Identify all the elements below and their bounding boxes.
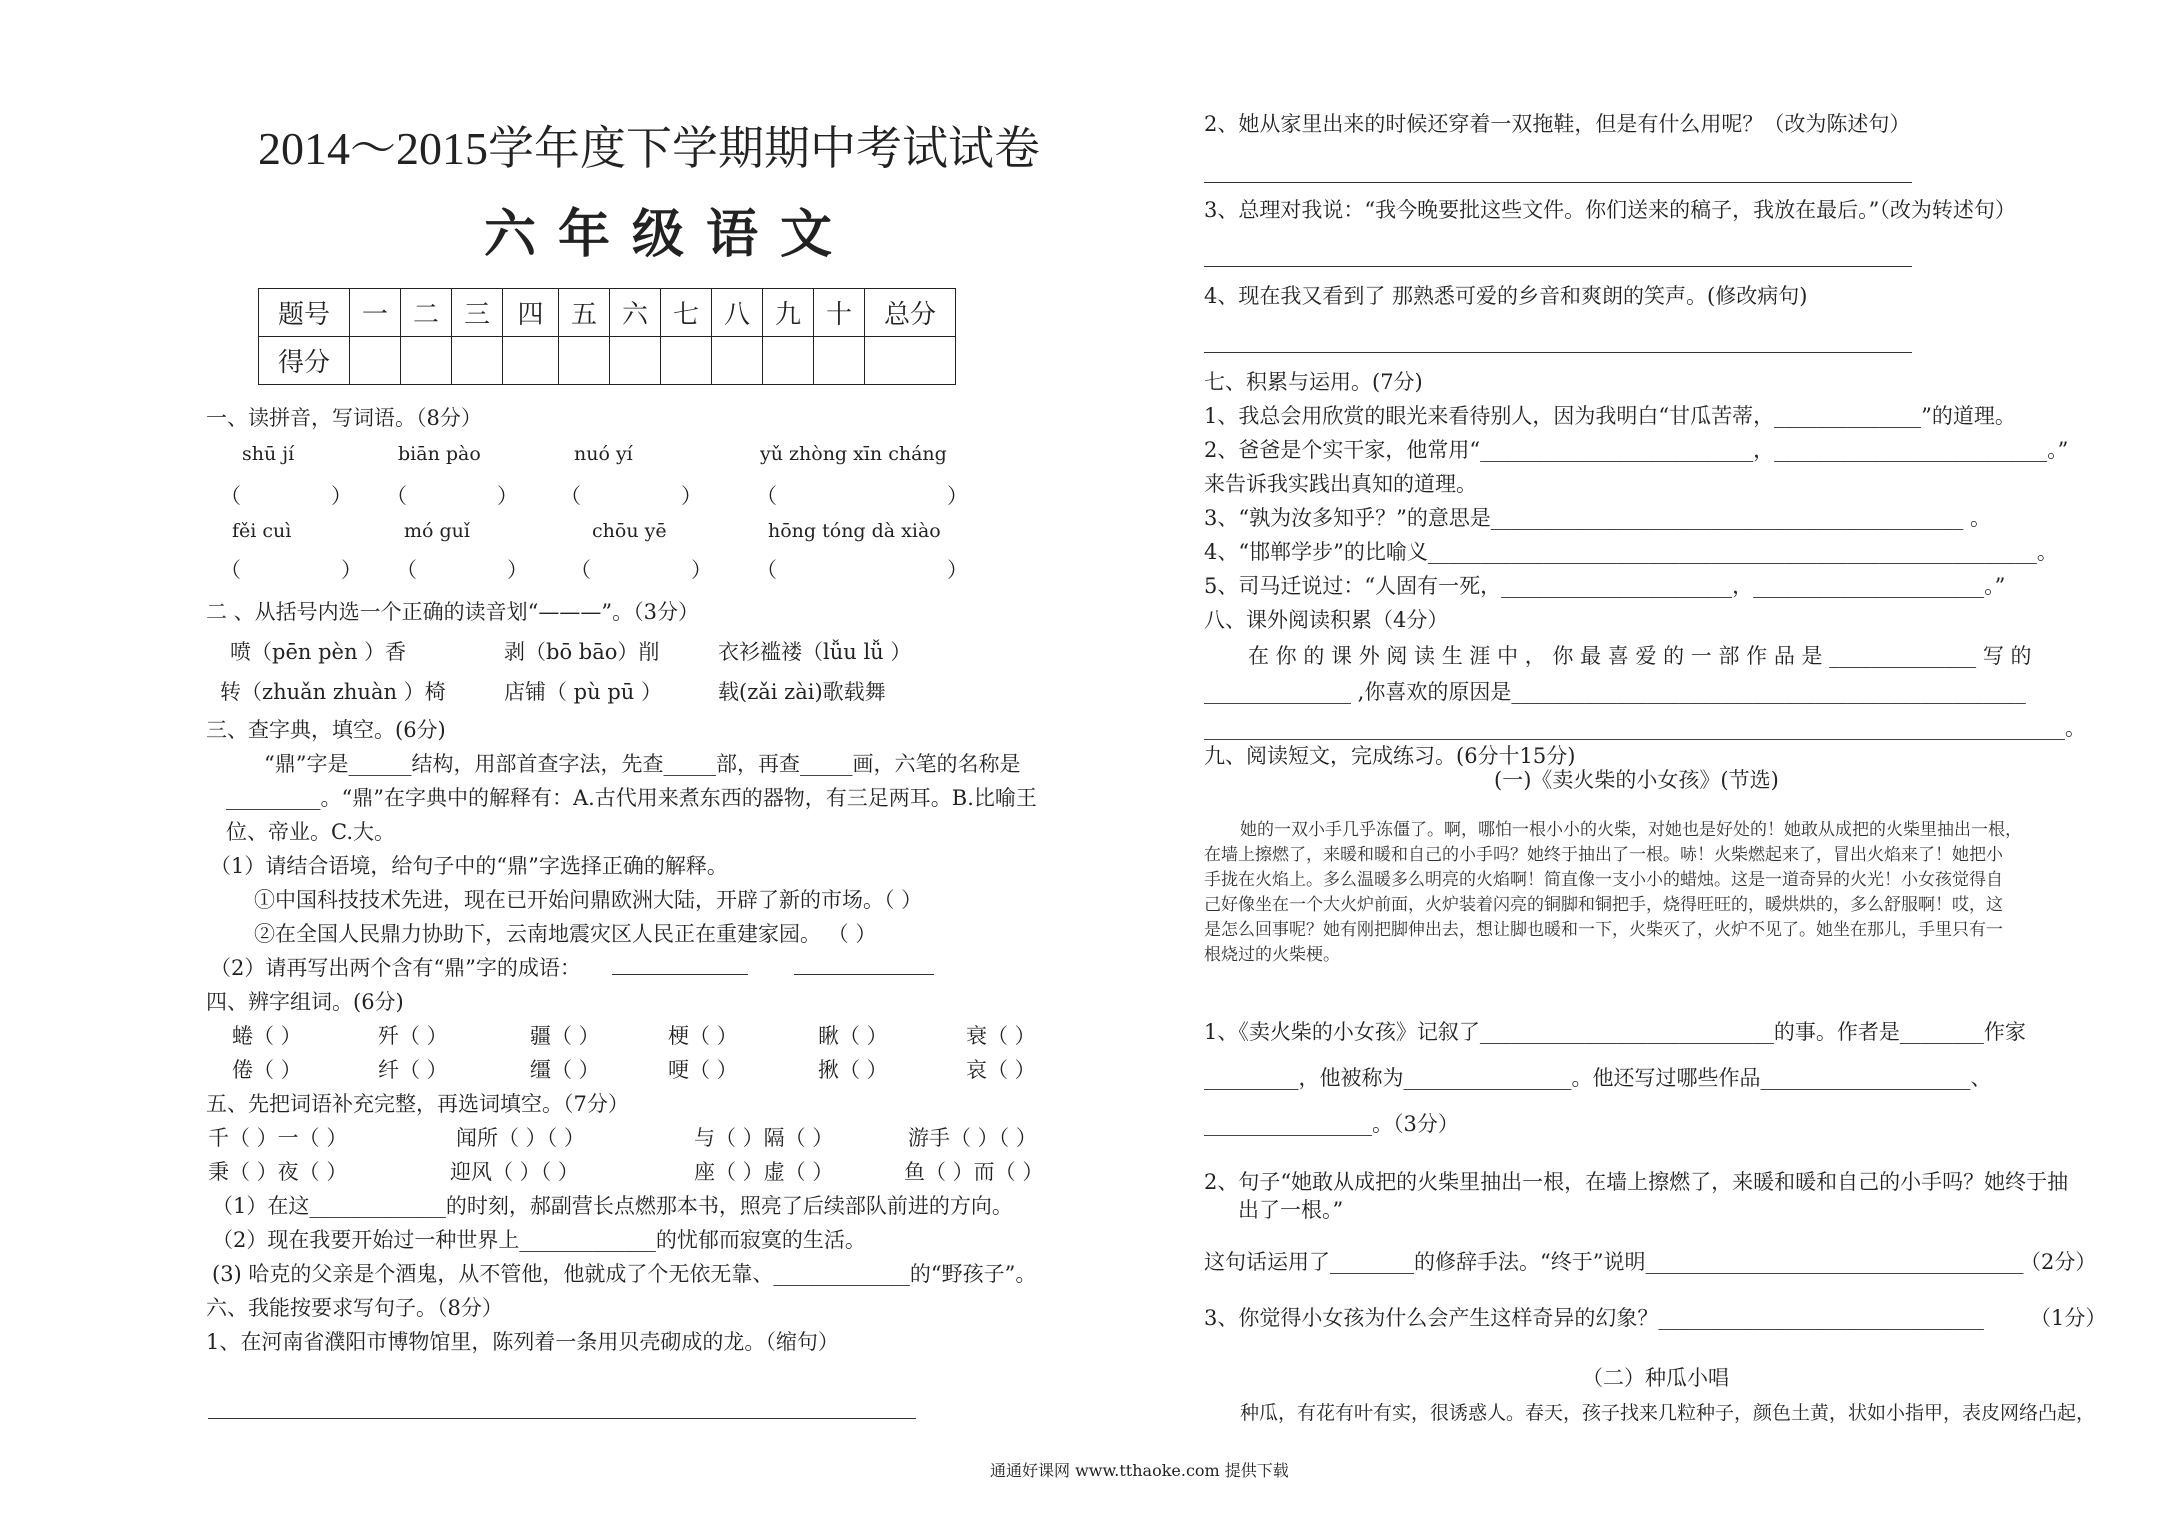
reading-question: 出了一根。” xyxy=(1238,1198,1344,1222)
score-input-cell[interactable] xyxy=(503,337,559,385)
word-group[interactable]: 哀（ ） xyxy=(966,1058,1036,1082)
reading-1-title: (一)《卖火柴的小女孩》(节选) xyxy=(1494,768,1779,792)
section-7-question[interactable]: 3、“孰为汝多知乎？”的意思是_____________________________________________ 。 xyxy=(1204,506,1992,530)
word-group[interactable]: 衰（ ） xyxy=(966,1024,1036,1048)
answer-paren[interactable] xyxy=(220,554,362,584)
score-input-cell[interactable] xyxy=(452,337,503,385)
reading-question[interactable]: _________，他被称为________________。他还写过哪些作品____________________、 xyxy=(1204,1066,1992,1090)
section-8-text[interactable]: 在 你 的 课 外 阅 读 生 涯 中 ， 你 最 喜 爱 的 一 部 作 品 是 ______________ 写 的 xyxy=(1248,644,2032,668)
word-group[interactable]: 倦（ ） xyxy=(232,1058,302,1082)
score-input-cell[interactable] xyxy=(350,337,401,385)
pinyin: fěi cuì xyxy=(232,520,292,542)
section-3-text: “鼎”字是______结构，用部首查字法，先查_____部，再查_____画，六笔的名称是 xyxy=(264,752,1021,776)
reading-choice[interactable]: 店铺（ pù pū ） xyxy=(504,680,662,704)
reading-question: 2、句子“她敢从成把的火柴里抽出一根，在墙上擦燃了，来暖和暖和自己的小手吗？她终于抽 xyxy=(1204,1170,2069,1194)
score-cell: 八 xyxy=(712,289,763,337)
score-input-cell[interactable] xyxy=(559,337,610,385)
section-6-question: 4、现在我又看到了 那熟悉可爱的乡音和爽朗的笑声。(修改病句) xyxy=(1204,284,1808,308)
score-cell: 总分 xyxy=(865,289,956,337)
score-cell: 四 xyxy=(503,289,559,337)
score-input-cell[interactable] xyxy=(610,337,661,385)
section-7-question[interactable]: 5、司马迁说过：“人固有一死，______________________，______________________。” xyxy=(1204,574,2006,598)
score-cell: 五 xyxy=(559,289,610,337)
reading-passage-line: 是怎么回事呢？她有刚把脚伸出去，想让脚也暖和一下，火柴灭了，火炉不见了。她坐在那儿，手里只有一 xyxy=(1204,920,2003,940)
word-group[interactable]: 蜷（ ） xyxy=(232,1024,302,1048)
idiom-blank[interactable]: 闻所（ ）（ ） xyxy=(456,1126,585,1150)
section-8-text[interactable]: __________________________________________________________________________________。 xyxy=(1204,716,2086,740)
score-cell: 得分 xyxy=(259,337,350,385)
paren-open: （ xyxy=(756,558,777,582)
section-5-question[interactable]: （2）现在我要开始过一种世界上_____________的忧郁而寂寞的生活。 xyxy=(212,1228,866,1252)
reading-2-title: （二）种瓜小唱 xyxy=(1582,1366,1729,1390)
reading-2-text: 种瓜，有花有叶有实，很诱惑人。春天，孩子找来几粒种子，颜色土黄，状如小指甲，表皮网络凸起， xyxy=(1240,1402,2096,1424)
score-input-cell[interactable] xyxy=(661,337,712,385)
idiom-blank[interactable]: 千（ ）一（ ） xyxy=(208,1126,348,1150)
pinyin: mó guǐ xyxy=(404,520,470,542)
answer-line[interactable] xyxy=(1204,266,1912,267)
answer-paren[interactable] xyxy=(386,480,518,510)
section-6-title: 六、我能按要求写句子。（8分） xyxy=(206,1296,503,1320)
exam-subtitle: 六年级语文 xyxy=(484,204,855,265)
score-cell: 二 xyxy=(401,289,452,337)
exam-title: 2014～2015学年度下学期期中考试试卷 xyxy=(258,123,1040,174)
paren-close: ） xyxy=(341,558,362,582)
section-7-title: 七、积累与运用。(7分) xyxy=(1204,370,1423,394)
word-group[interactable]: 歼（ ） xyxy=(378,1024,448,1048)
paren-open: （ xyxy=(220,484,241,508)
word-group[interactable]: 纤（ ） xyxy=(378,1058,448,1082)
paren-close: ） xyxy=(947,558,968,582)
score-cell: 十 xyxy=(814,289,865,337)
score-cell: 九 xyxy=(763,289,814,337)
answer-line[interactable] xyxy=(612,974,748,975)
section-5-question[interactable]: （1）在这_____________的时刻，郝副营长点燃那本书，照亮了后续部队前进的方向。 xyxy=(212,1194,1013,1218)
paren-close: ） xyxy=(691,558,712,582)
section-7-question[interactable]: 1、我总会用欣赏的眼光来看待别人，因为我明白“甘瓜苦蒂，______________”的道理。 xyxy=(1204,404,2016,428)
section-3-text: 位、帝业。C.大。 xyxy=(226,820,395,844)
section-8-text[interactable]: ______________ ,你喜欢的原因是_________________________________________________ xyxy=(1204,680,2026,704)
answer-paren[interactable] xyxy=(220,480,352,510)
answer-line[interactable] xyxy=(1204,182,1912,183)
pinyin: chōu yē xyxy=(592,520,667,542)
section-7-text: 来告诉我实践出真知的道理。 xyxy=(1204,472,1477,496)
pinyin: hōng tóng dà xiào xyxy=(768,520,941,542)
footer-text: 通通好课网 www.tthaoke.com 提供下载 xyxy=(990,1461,1289,1480)
paren-open: （ xyxy=(396,558,417,582)
section-8-title: 八、课外阅读积累（4分） xyxy=(1204,608,1449,632)
idiom-blank[interactable]: 座（ ）虚（ ） xyxy=(694,1160,834,1184)
reading-question[interactable]: 3、你觉得小女孩为什么会产生这样奇异的幻象？_______________________________ xyxy=(1204,1306,1984,1330)
section-6-question: 1、在河南省濮阳市博物馆里，陈列着一条用贝壳砌成的龙。（缩句） xyxy=(206,1330,839,1354)
section-5-title: 五、先把词语补充完整，再选词填空。（7分） xyxy=(206,1092,629,1116)
reading-passage-line: 她的一双小手几乎冻僵了。啊，哪怕一根小小的火柴，对她也是好处的！她敢从成把的火柴里抽出一根， xyxy=(1240,820,2022,840)
answer-line[interactable] xyxy=(208,1418,916,1419)
section-3-question: （1）请结合语境，给句子中的“鼎”字选择正确的解释。 xyxy=(210,854,728,878)
paren-open: （ xyxy=(756,484,777,508)
reading-choice[interactable]: 剥（bō bāo）削 xyxy=(504,640,660,664)
section-6-question: 2、她从家里出来的时候还穿着一双拖鞋，但是有什么用呢？（改为陈述句） xyxy=(1204,112,1911,136)
answer-paren[interactable] xyxy=(756,480,968,510)
section-2-title: 二 、从括号内选一个正确的读音划“———”。（3分） xyxy=(206,600,700,624)
section-3-text: _________。“鼎”在字典中的解释有：A.古代用来煮东西的器物，有三足两耳。B.比喻王 xyxy=(226,786,1037,810)
reading-passage-line: 手拢在火焰上。多么温暖多么明亮的火焰啊！简直像一支小小的蜡烛。这是一道奇异的火光！小女孩觉得自 xyxy=(1204,870,2003,890)
idiom-blank[interactable]: 游手（ ）（ ） xyxy=(908,1126,1037,1150)
reading-question[interactable]: 1、《卖火柴的小女孩》记叙了____________________________的事。作者是________作家 xyxy=(1204,1020,2026,1044)
answer-paren[interactable] xyxy=(396,554,528,584)
section-6-question: 3、总理对我说：“我今晚要批这些文件。你们送来的稿子，我放在最后。”（改为转述句） xyxy=(1204,198,2016,222)
paren-close: ） xyxy=(497,484,518,508)
score-cell: 七 xyxy=(661,289,712,337)
section-4-title: 四、辨字组词。(6分) xyxy=(206,990,404,1014)
word-group[interactable]: 疆（ ） xyxy=(530,1024,600,1048)
word-group[interactable]: 缰（ ） xyxy=(530,1058,600,1082)
score-input-cell[interactable] xyxy=(814,337,865,385)
pinyin: nuó yí xyxy=(574,443,633,465)
idiom-blank[interactable]: 与（ ）隔（ ） xyxy=(694,1126,834,1150)
score-cell: 六 xyxy=(610,289,661,337)
reading-choice[interactable]: 喷（pēn pèn ）香 xyxy=(230,640,407,664)
paren-close: ） xyxy=(331,484,352,508)
paren-open: （ xyxy=(570,558,591,582)
section-3-question[interactable]: ①中国科技技术先进，现在已开始问鼎欧洲大陆，开辟了新的市场。（ ） xyxy=(254,888,923,912)
paren-close: ） xyxy=(947,484,968,508)
pinyin: biān pào xyxy=(398,443,481,465)
section-7-question[interactable]: 4、“邯郸学步”的比喻义__________________________________________________________。 xyxy=(1204,540,2058,564)
reading-passage-line: 根烧过的火柴梗。 xyxy=(1204,945,1340,965)
reading-choice[interactable]: 载(zǎi zài)歌载舞 xyxy=(718,680,886,704)
paren-close: ） xyxy=(681,484,702,508)
section-5-question[interactable]: (3) 哈克的父亲是个酒鬼，从不管他，他就成了个无依无靠、_____________的“野孩子”。 xyxy=(212,1262,1037,1286)
paren-open: （ xyxy=(386,484,407,508)
score-cell: 三 xyxy=(452,289,503,337)
answer-paren[interactable] xyxy=(756,554,968,584)
answer-paren[interactable] xyxy=(560,480,702,510)
idiom-blank[interactable]: 迎风（ ）（ ） xyxy=(450,1160,579,1184)
score-input-cell[interactable] xyxy=(763,337,814,385)
section-3-question[interactable]: ②在全国人民鼎力协助下，云南地震灾区人民正在重建家园。 （ ） xyxy=(254,922,877,946)
pinyin: shū jí xyxy=(242,443,295,465)
section-7-question[interactable]: 2、爸爸是个实干家，他常用“__________________________，__________________________。” xyxy=(1204,438,2069,462)
score-table-score-row xyxy=(259,337,956,385)
word-group[interactable]: 瞅（ ） xyxy=(818,1024,888,1048)
score-cell: 题号 xyxy=(259,289,350,337)
answer-line[interactable] xyxy=(794,974,934,975)
score-table-header-row xyxy=(259,289,956,337)
paren-open: （ xyxy=(220,558,241,582)
reading-passage-line: 在墙上擦燃了，来暖和暖和自己的小手吗？她终于抽出了一根。哧！火柴燃起来了，冒出火焰来了！她把小 xyxy=(1204,845,2003,865)
reading-passage-line: 己好像坐在一个大火炉前面，火炉装着闪亮的铜脚和铜把手，烧得旺旺的，暖烘烘的，多么舒服啊！哎，这 xyxy=(1204,895,2003,915)
pinyin: yǔ zhòng xīn cháng xyxy=(760,443,947,465)
paren-open: （ xyxy=(560,484,581,508)
section-9-title: 九、阅读短文，完成练习。(6分十15分) xyxy=(1204,744,1576,768)
word-group[interactable]: 梗（ ） xyxy=(668,1024,738,1048)
score-table xyxy=(258,288,956,385)
idiom-blank[interactable]: 秉（ ）夜（ ） xyxy=(208,1160,348,1184)
section-3-title: 三、查字典，填空。(6分) xyxy=(206,718,446,742)
idiom-blank[interactable]: 鱼（ ）而（ ） xyxy=(904,1160,1044,1184)
reading-question[interactable]: ________________。（3分） xyxy=(1204,1112,1459,1136)
score-input-cell[interactable] xyxy=(401,337,452,385)
paren-close: ） xyxy=(507,558,528,582)
score-input-cell[interactable] xyxy=(865,337,956,385)
reading-points: （1分） xyxy=(2030,1306,2107,1330)
word-group[interactable]: 哽（ ） xyxy=(668,1058,738,1082)
reading-choice[interactable]: 衣衫褴褛（lǚu lǚ ） xyxy=(718,640,912,664)
reading-points: （2分） xyxy=(2020,1250,2097,1274)
reading-choice[interactable]: 转（zhuǎn zhuàn ）椅 xyxy=(220,680,446,704)
section-1-title: 一、读拼音，写词语。（8分） xyxy=(206,406,482,430)
score-cell: 一 xyxy=(350,289,401,337)
answer-line[interactable] xyxy=(1204,352,1912,353)
word-group[interactable]: 揪（ ） xyxy=(818,1058,888,1082)
score-input-cell[interactable] xyxy=(712,337,763,385)
answer-paren[interactable] xyxy=(570,554,712,584)
reading-question[interactable]: 这句话运用了________的修辞手法。“终于”说明____________________________________ xyxy=(1204,1250,2024,1274)
section-3-question: （2）请再写出两个含有“鼎”字的成语： xyxy=(210,956,581,980)
